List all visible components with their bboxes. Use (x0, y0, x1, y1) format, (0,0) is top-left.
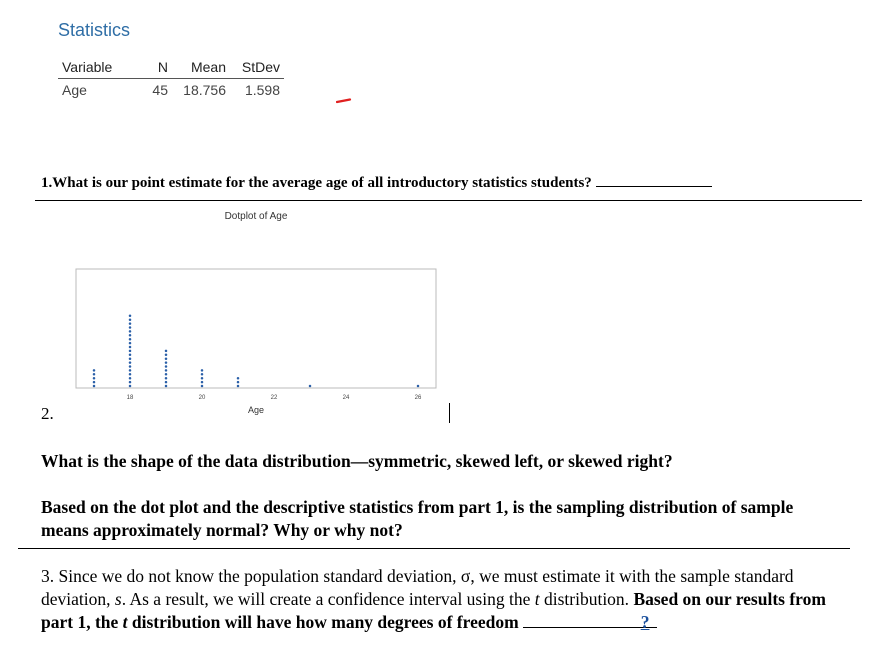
table-row (58, 79, 284, 99)
chart-title: Dotplot of Age (224, 211, 288, 222)
data-point (129, 338, 132, 341)
data-point (129, 354, 132, 357)
x-tick-label: 24 (342, 395, 350, 401)
cell-n: 45 (152, 82, 168, 98)
data-point (93, 385, 96, 388)
x-axis-ticks (127, 395, 422, 401)
x-tick-label: 20 (198, 395, 206, 401)
header-n: N (142, 58, 172, 79)
header-variable: Variable (58, 58, 142, 79)
cell-mean: 18.756 (183, 82, 226, 98)
data-point (93, 377, 96, 380)
cell-stdev: 1.598 (244, 82, 280, 98)
question-3-lead: 3. Since we do not know the population standard deviation, σ, we must estimate it with the sample standard deviation, (41, 566, 794, 609)
data-point (129, 315, 132, 318)
divider-line (35, 200, 862, 201)
data-point (129, 334, 132, 337)
data-point (165, 354, 168, 357)
question-3-mid: . As a result, we will create a confidence interval using the (121, 589, 535, 609)
data-point (93, 373, 96, 376)
statistics-title: Statistics (58, 20, 131, 40)
data-point (201, 381, 204, 384)
question-2-part-b: Based on the dot plot and the descriptive statistics from part 1, is the sampling distribution of sample means approximately normal? Why or why not? (41, 497, 794, 540)
question-3-answer-blank[interactable] (523, 611, 633, 628)
x-tick-label: 18 (126, 395, 134, 401)
question-3-mid2: distribution. (539, 589, 634, 609)
data-point (237, 377, 240, 380)
data-point (309, 385, 312, 388)
question-1-answer-blank[interactable] (596, 172, 712, 187)
data-point (129, 385, 132, 388)
data-point (129, 377, 132, 380)
data-point (165, 373, 168, 376)
data-point (165, 381, 168, 384)
header-stdev: StDev (230, 58, 284, 79)
data-point (129, 361, 132, 364)
question-3-bold-rest: distribution will have how many degrees of freedom (127, 612, 519, 632)
x-axis-label: Age (247, 405, 265, 415)
red-ink-mark (336, 98, 352, 104)
x-tick-label: 26 (414, 395, 422, 401)
dotplot-chart (60, 205, 460, 420)
question-1-text: 1.What is our point estimate for the average age of all introductory statistics students? (41, 175, 592, 191)
question-3-bold-lead: Based on our results from part 1, the (41, 589, 826, 632)
cell-variable: Age (62, 82, 87, 98)
data-point (165, 365, 168, 368)
data-point (129, 369, 132, 372)
dot-series (93, 315, 420, 388)
data-point (129, 350, 132, 353)
header-mean: Mean (172, 58, 230, 79)
statistics-header-row (58, 58, 284, 79)
data-point (129, 342, 132, 345)
data-point (165, 357, 168, 360)
question-3-answer-mark: ? (640, 612, 650, 632)
data-point (417, 385, 420, 388)
question-2-number: 2. (41, 404, 54, 423)
data-point (165, 350, 168, 353)
x-tick-label: 22 (270, 395, 278, 401)
question-3-answer-mark-wrap[interactable] (633, 611, 657, 632)
question-3 (41, 565, 841, 634)
data-point (165, 377, 168, 380)
bold-t-symbol: t (122, 612, 128, 632)
data-point (129, 365, 132, 368)
data-point (165, 361, 168, 364)
question-2-part-a: What is the shape of the data distribution—symmetric, skewed left, or skewed right? (41, 451, 673, 471)
data-point (165, 369, 168, 372)
s-symbol: s (114, 589, 122, 609)
question-1 (41, 172, 712, 192)
data-point (201, 377, 204, 380)
data-point (129, 326, 132, 329)
data-point (129, 357, 132, 360)
data-point (201, 369, 204, 372)
divider-line (18, 548, 850, 549)
statistics-table (58, 58, 284, 98)
data-point (201, 385, 204, 388)
data-point (129, 322, 132, 325)
data-point (201, 373, 204, 376)
data-point (93, 369, 96, 372)
data-point (93, 381, 96, 384)
t-symbol: t (534, 589, 540, 609)
data-point (129, 318, 132, 321)
data-point (129, 381, 132, 384)
data-point (237, 385, 240, 388)
data-point (129, 346, 132, 349)
data-point (129, 330, 132, 333)
data-point (165, 385, 168, 388)
data-point (237, 381, 240, 384)
data-point (129, 373, 132, 376)
text-cursor (449, 403, 450, 423)
